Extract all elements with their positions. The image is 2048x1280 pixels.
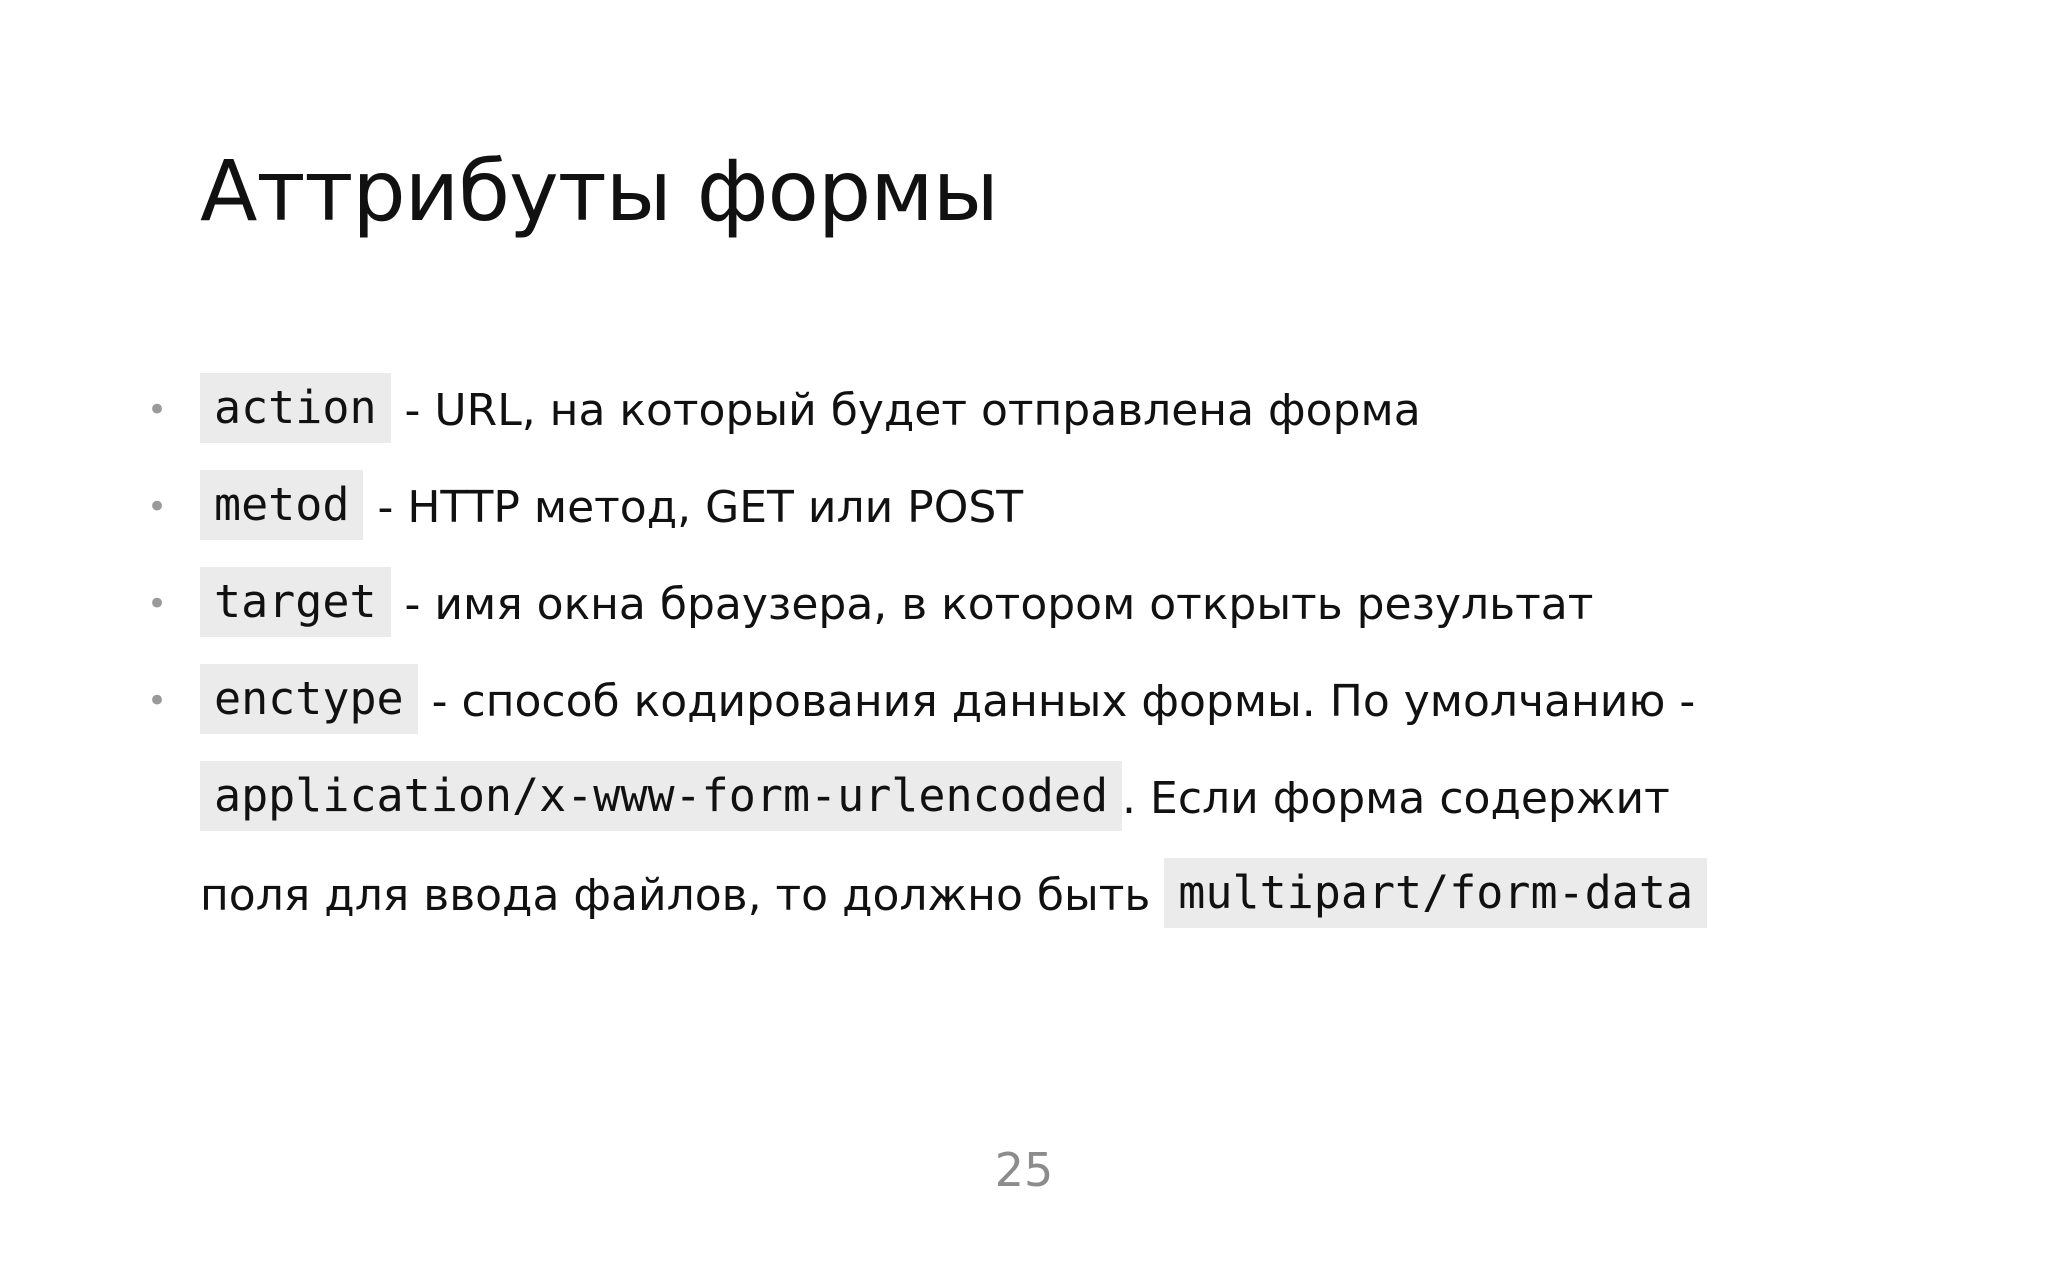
code-enctype: enctype — [200, 664, 418, 734]
code-target: target — [200, 567, 391, 637]
code-urlencoded: application/x-www-form-urlencoded — [200, 761, 1122, 831]
bullet-icon: • — [146, 390, 168, 430]
bullet-item-metod — [146, 459, 1820, 556]
enctype-line-2 — [200, 750, 1820, 847]
bullet-list — [146, 362, 1820, 944]
bullet-icon: • — [146, 681, 168, 721]
item-text: поля для ввода файлов, то должно быть — [200, 870, 1165, 921]
page-number: 25 — [994, 1143, 1054, 1197]
code-action: action — [200, 373, 391, 443]
bullet-icon: • — [146, 487, 168, 527]
bullet-item-action — [146, 362, 1820, 459]
code-multipart: multipart/form-data — [1164, 858, 1707, 928]
item-text: - URL, на который будет отправлена форма — [390, 385, 1421, 436]
enctype-line-1 — [200, 653, 1820, 750]
bullet-item-enctype — [146, 653, 1820, 944]
item-text: - HTTP метод, GET или POST — [363, 482, 1024, 533]
item-text: . Если форма содержит — [1122, 773, 1670, 824]
slide-title: Аттрибуты формы — [200, 142, 998, 240]
code-metod: metod — [200, 470, 363, 540]
item-text: - имя окна браузера, в котором открыть результат — [390, 579, 1594, 630]
item-text: - способ кодирования данных формы. По умолчанию - — [417, 676, 1696, 727]
bullet-item-target — [146, 556, 1820, 653]
enctype-line-3 — [200, 847, 1820, 944]
bullet-icon: • — [146, 584, 168, 624]
